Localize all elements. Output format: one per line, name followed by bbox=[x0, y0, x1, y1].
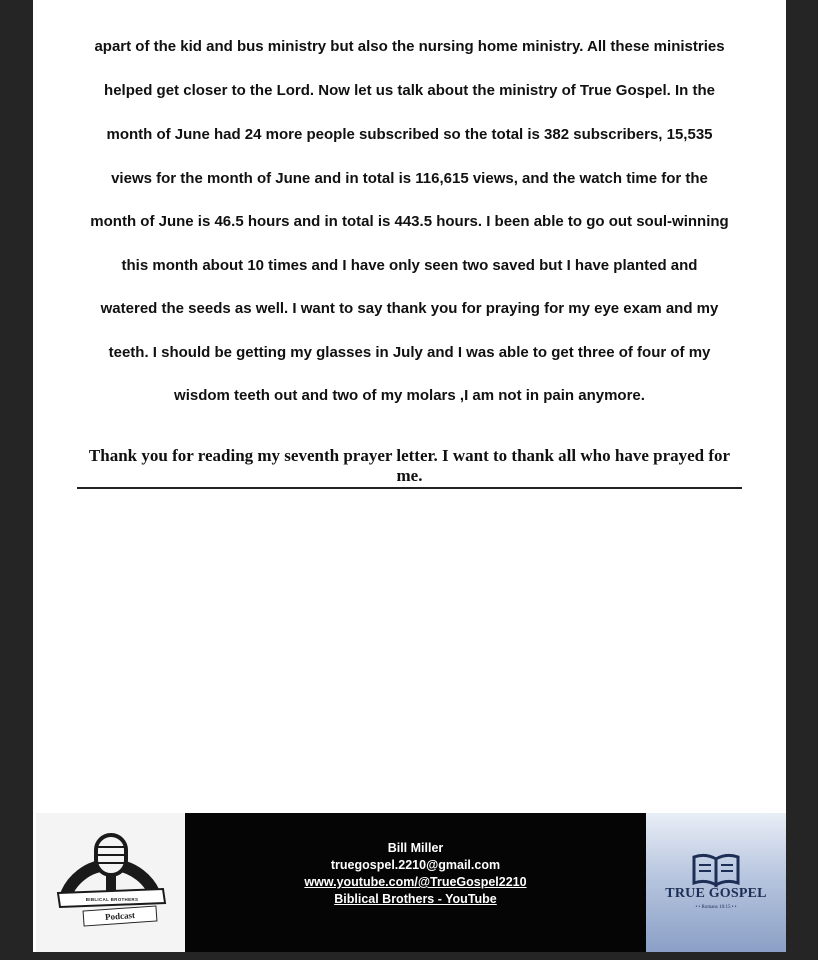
body-line: this month about 10 times and I have only seen two saved but I have planted and bbox=[121, 257, 698, 274]
youtube-url-link[interactable]: www.youtube.com/@TrueGospel2210 bbox=[304, 875, 527, 889]
body-line: apart of the kid and bus ministry but also the nursing home ministry. All these ministries bbox=[94, 38, 725, 55]
podcast-badge: Podcast bbox=[83, 905, 158, 926]
divider-line bbox=[77, 487, 742, 489]
letter-footer bbox=[33, 813, 786, 952]
biblical-brothers-logo bbox=[36, 813, 185, 952]
body-line: month of June had 24 more people subscribed so the total is 382 subscribers, 15,535 bbox=[106, 126, 713, 143]
closing-paragraph: Thank you for reading my seventh prayer letter. I want to thank all who have prayed for me. bbox=[88, 446, 731, 485]
body-line: helped get closer to the Lord. Now let us talk about the ministry of True Gospel. In the bbox=[104, 82, 715, 99]
body-line: wisdom teeth out and two of my molars ,I am not in pain anymore. bbox=[174, 387, 645, 404]
body-line: watered the seeds as well. I want to say thank you for praying for my eye exam and my bbox=[100, 300, 719, 317]
letter-page bbox=[33, 0, 786, 952]
true-gospel-logo bbox=[646, 813, 786, 952]
body-line: month of June is 46.5 hours and in total is 443.5 hours. I been able to go out soul-winning bbox=[90, 213, 729, 230]
true-gospel-subtitle: • • Romans 10:15 • • bbox=[695, 905, 737, 910]
microphone-icon bbox=[36, 813, 185, 952]
contact-block bbox=[185, 813, 646, 952]
logo-ribbon-text: BIBLICAL BROTHERS bbox=[85, 897, 139, 902]
youtube-channel-link[interactable]: Biblical Brothers - YouTube bbox=[334, 892, 497, 906]
body-line: views for the month of June and in total is 116,615 views, and the watch time for the bbox=[111, 170, 708, 187]
contact-email[interactable]: truegospel.2210@gmail.com bbox=[330, 858, 501, 872]
true-gospel-title: TRUE GOSPEL bbox=[665, 886, 767, 901]
contact-name: Bill Miller bbox=[387, 841, 444, 855]
open-bible-icon bbox=[646, 813, 786, 952]
body-line: teeth. I should be getting my glasses in July and I was able to get three of four of my bbox=[108, 344, 711, 361]
